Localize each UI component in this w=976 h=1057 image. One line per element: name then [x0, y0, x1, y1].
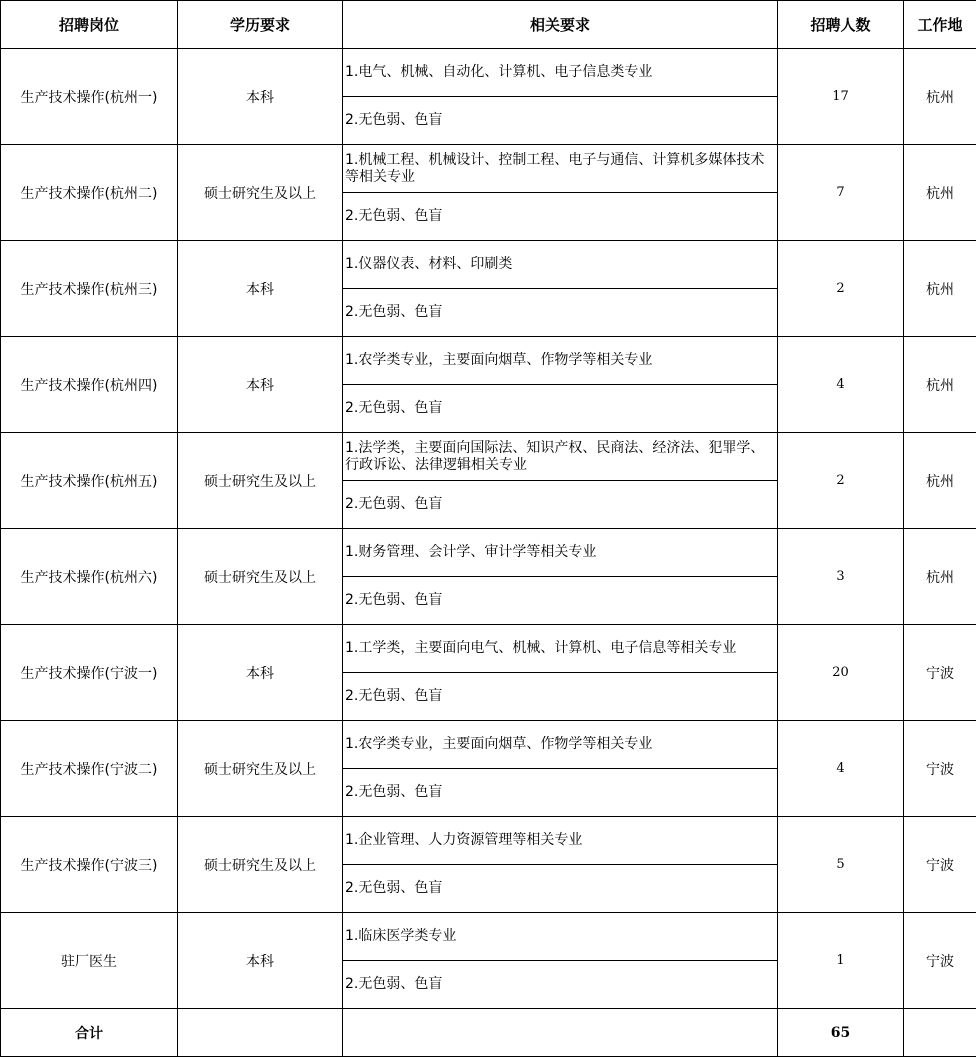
requirement-2-cell: 2.无色弱、色盲	[343, 769, 778, 817]
requirement-1-cell: 1.工学类，主要面向电气、机械、计算机、电子信息等相关专业	[343, 625, 778, 673]
header-row	[1, 1, 976, 49]
table-body	[1, 49, 976, 1009]
education-cell: 本科	[178, 241, 343, 337]
education-cell: 硕士研究生及以上	[178, 145, 343, 241]
location-cell: 杭州	[904, 433, 976, 529]
table-row	[1, 817, 976, 865]
education-cell: 本科	[178, 913, 343, 1009]
position-cell: 生产技术操作(杭州五)	[1, 433, 178, 529]
table-row	[1, 49, 976, 97]
table-row	[1, 145, 976, 193]
requirement-1-cell: 1.农学类专业，主要面向烟草、作物学等相关专业	[343, 337, 778, 385]
count-cell: 4	[778, 721, 904, 817]
position-cell: 生产技术操作(杭州二)	[1, 145, 178, 241]
location-cell: 杭州	[904, 145, 976, 241]
table-row	[1, 529, 976, 577]
requirement-2-cell: 2.无色弱、色盲	[343, 193, 778, 241]
table-row	[1, 625, 976, 673]
count-cell: 2	[778, 433, 904, 529]
requirement-1-cell: 1.农学类专业，主要面向烟草、作物学等相关专业	[343, 721, 778, 769]
position-cell: 生产技术操作(宁波二)	[1, 721, 178, 817]
position-cell: 生产技术操作(杭州三)	[1, 241, 178, 337]
requirement-2-cell: 2.无色弱、色盲	[343, 385, 778, 433]
location-cell: 宁波	[904, 625, 976, 721]
position-cell: 生产技术操作(宁波一)	[1, 625, 178, 721]
count-cell: 1	[778, 913, 904, 1009]
education-cell: 硕士研究生及以上	[178, 817, 343, 913]
table-row	[1, 721, 976, 769]
location-cell: 宁波	[904, 721, 976, 817]
total-empty-requirements	[343, 1009, 778, 1057]
requirement-1-cell: 1.机械工程、机械设计、控制工程、电子与通信、计算机多媒体技术等相关专业	[343, 145, 778, 193]
location-cell: 杭州	[904, 49, 976, 145]
header-location: 工作地	[904, 1, 976, 49]
count-cell: 17	[778, 49, 904, 145]
count-cell: 20	[778, 625, 904, 721]
total-row	[1, 1009, 976, 1057]
education-cell: 本科	[178, 337, 343, 433]
requirement-2-cell: 2.无色弱、色盲	[343, 865, 778, 913]
requirement-2-cell: 2.无色弱、色盲	[343, 97, 778, 145]
requirement-2-cell: 2.无色弱、色盲	[343, 961, 778, 1009]
count-cell: 2	[778, 241, 904, 337]
count-cell: 5	[778, 817, 904, 913]
total-label: 合计	[1, 1009, 178, 1057]
requirement-1-cell: 1.法学类，主要面向国际法、知识产权、民商法、经济法、犯罪学、行政诉讼、法律逻辑相关专业	[343, 433, 778, 481]
location-cell: 宁波	[904, 817, 976, 913]
education-cell: 本科	[178, 49, 343, 145]
requirement-1-cell: 1.临床医学类专业	[343, 913, 778, 961]
requirement-2-cell: 2.无色弱、色盲	[343, 289, 778, 337]
requirement-2-cell: 2.无色弱、色盲	[343, 673, 778, 721]
header-position: 招聘岗位	[1, 1, 178, 49]
count-cell: 3	[778, 529, 904, 625]
total-count: 65	[778, 1009, 904, 1057]
requirement-2-cell: 2.无色弱、色盲	[343, 481, 778, 529]
table-row	[1, 913, 976, 961]
total-empty-education	[178, 1009, 343, 1057]
position-cell: 生产技术操作(杭州一)	[1, 49, 178, 145]
total-empty-location	[904, 1009, 976, 1057]
header-education: 学历要求	[178, 1, 343, 49]
table-row	[1, 337, 976, 385]
education-cell: 硕士研究生及以上	[178, 529, 343, 625]
header-count: 招聘人数	[778, 1, 904, 49]
table-row	[1, 241, 976, 289]
position-cell: 生产技术操作(杭州六)	[1, 529, 178, 625]
education-cell: 硕士研究生及以上	[178, 721, 343, 817]
count-cell: 4	[778, 337, 904, 433]
education-cell: 本科	[178, 625, 343, 721]
header-requirements: 相关要求	[343, 1, 778, 49]
location-cell: 宁波	[904, 913, 976, 1009]
position-cell: 生产技术操作(杭州四)	[1, 337, 178, 433]
location-cell: 杭州	[904, 337, 976, 433]
location-cell: 杭州	[904, 241, 976, 337]
education-cell: 硕士研究生及以上	[178, 433, 343, 529]
requirement-2-cell: 2.无色弱、色盲	[343, 577, 778, 625]
requirement-1-cell: 1.仪器仪表、材料、印刷类	[343, 241, 778, 289]
count-cell: 7	[778, 145, 904, 241]
requirement-1-cell: 1.电气、机械、自动化、计算机、电子信息类专业	[343, 49, 778, 97]
location-cell: 杭州	[904, 529, 976, 625]
requirement-1-cell: 1.财务管理、会计学、审计学等相关专业	[343, 529, 778, 577]
position-cell: 驻厂医生	[1, 913, 178, 1009]
position-cell: 生产技术操作(宁波三)	[1, 817, 178, 913]
table-row	[1, 433, 976, 481]
requirement-1-cell: 1.企业管理、人力资源管理等相关专业	[343, 817, 778, 865]
